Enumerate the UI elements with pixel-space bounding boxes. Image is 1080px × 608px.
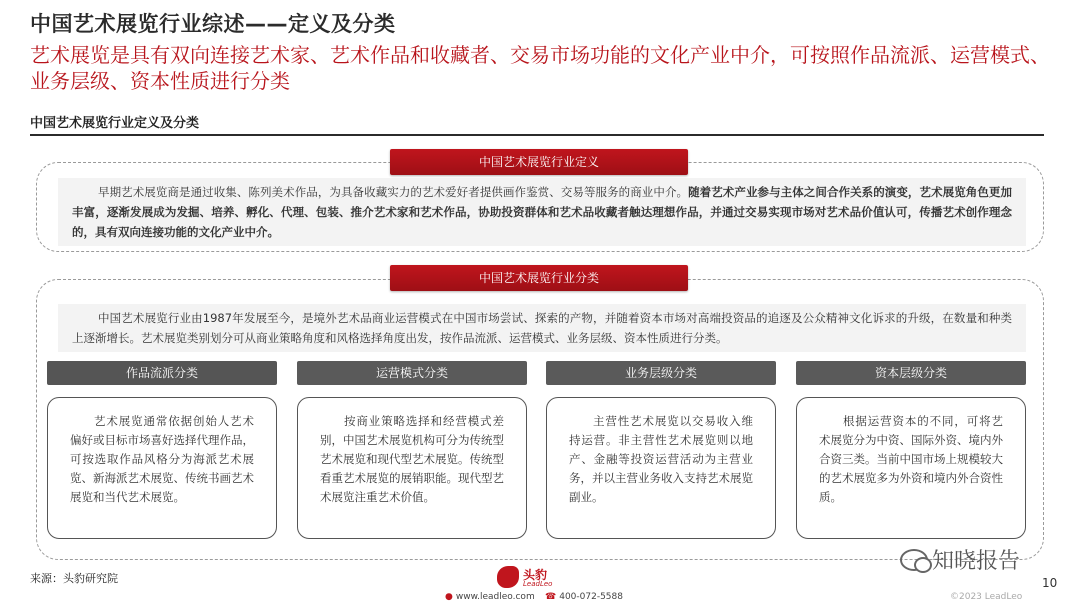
page-title: 中国艺术展览行业综述——定义及分类 [30, 12, 396, 36]
category-text-business: 主营性艺术展览以交易收入维持运营。非主营性艺术展览则以地产、金融等投资运营活动为主营业务，并以主营业务收入支持艺术展览副业。 [569, 414, 753, 504]
phone-text: 400-072-5588 [559, 592, 623, 602]
logo-text: 头豹 [523, 568, 548, 582]
section-label: 中国艺术展览行业定义及分类 [30, 116, 200, 131]
category-card-capital [796, 397, 1026, 539]
category-card-operation [297, 397, 527, 539]
classification-tab: 中国艺术展览行业分类 [390, 265, 688, 291]
definition-text-plain: 早期艺术展览商是通过收集、陈列美术作品，为具备收藏实力的艺术爱好者提供画作鉴赏、交易等服务的商业中介。 [98, 185, 689, 199]
logo-subtext: LeadLeo [523, 580, 553, 588]
source-note: 来源：头豹研究院 [30, 572, 118, 585]
classification-intro: 中国艺术展览行业由1987年发展至今，是境外艺术品商业运营模式在中国市场尝试、探索的产物，并随着资本市场对高端投资品的追逐及公众精神文化诉求的升级，在数量和种类上逐渐增长。艺术展览类别划分可从商业策略角度和风格选择角度出发，按作品流派、运营模式、业务层级、资本性质进行分类。 [72, 311, 1012, 345]
category-card-genre [47, 397, 277, 539]
category-text-capital: 根据运营资本的不同，可将艺术展览分为中资、国际外资、境内外合资三类。当前中国市场上规模较大的艺术展览多为外资和境内外合资性质。 [819, 414, 1003, 504]
page-number: 10 [1042, 576, 1058, 590]
category-text-genre: 艺术展览通常依据创始人艺术偏好或目标市场喜好选择代理作品，可按选取作品风格分为海派艺术展览、新海派艺术展览、传统书画艺术展览和当代艺术展览。 [70, 414, 254, 504]
watermark [900, 544, 1020, 575]
page-subtitle: 艺术展览是具有双向连接艺术家、艺术作品和收藏者、交易市场功能的文化产业中介，可按照作品流派、运营模式、业务层级、资本性质进行分类 [30, 43, 1050, 93]
copyright: ©2023 LeadLeo [950, 592, 1023, 602]
leadleo-logo [497, 566, 581, 592]
classification-intro-panel [58, 304, 1026, 352]
category-header-capital: 资本层级分类 [796, 361, 1026, 385]
phone-link[interactable] [545, 592, 623, 602]
category-text-operation: 按商业策略选择和经营模式差别，中国艺术展览机构可分为传统型艺术展览和现代型艺术展览。传统型看重艺术展览的展销职能。现代型艺术展览注重艺术价值。 [320, 414, 504, 504]
category-card-business [546, 397, 776, 539]
leopard-logo-icon [497, 566, 519, 588]
definition-text [72, 182, 1012, 242]
watermark-text: 知晓报告 [932, 549, 1021, 574]
definition-text-bold: 随着艺术产业参与主体之间合作关系的演变，艺术展览角色更加丰富，逐渐发展成为发掘、培养、孵化、代理、包装、推介艺术家和艺术作品，协助投资群体和艺术品收藏者触达理想作品，并通过交易实现市场对艺术品价值认可，传播艺术创作理念的，具有双向连接功能的文化产业中介。 [72, 185, 1012, 239]
section-divider [30, 134, 1044, 136]
category-header-operation: 运营模式分类 [297, 361, 527, 385]
category-header-business: 业务层级分类 [546, 361, 776, 385]
definition-panel [58, 178, 1026, 246]
category-header-genre: 作品流派分类 [47, 361, 277, 385]
phone-icon: ☎ [545, 592, 557, 602]
definition-tab: 中国艺术展览行业定义 [390, 149, 688, 175]
website-link[interactable] [445, 592, 535, 602]
website-text: www.leadleo.com [455, 592, 535, 602]
wechat-icon [900, 549, 928, 571]
globe-icon: ● [445, 592, 453, 602]
